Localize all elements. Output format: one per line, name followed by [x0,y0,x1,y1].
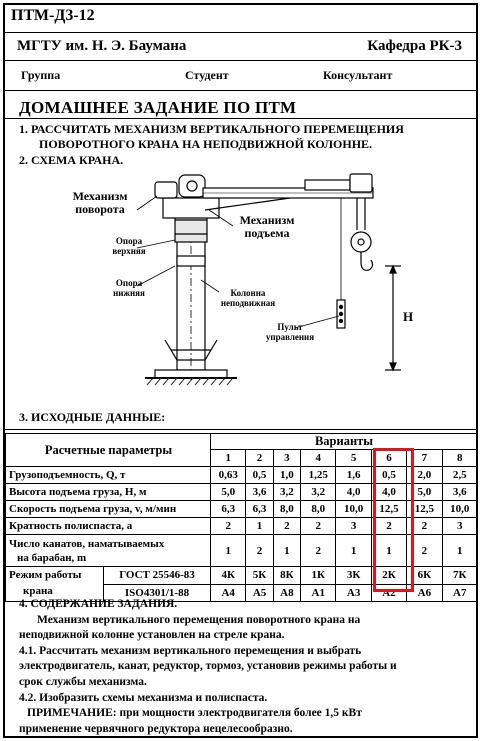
table-cell: 4,0 [336,484,371,501]
group-label: Группа [21,68,61,82]
mode-label-line2: крана [23,585,53,597]
table-cell: 3,6 [442,484,477,501]
table-cell: А5 [246,584,273,602]
assignment-content [19,597,474,737]
table-cell: 6,3 [211,501,246,518]
table-cell: 2 [371,518,406,535]
table-cell: А7 [442,584,477,602]
label-rotation-line1: Механизм [72,189,128,203]
label-lifting-mechanism [227,214,307,240]
table-cell: А1 [301,584,336,602]
table-cell: 1,25 [301,467,336,484]
table-cell: 10,0 [442,501,477,518]
variant-number: 5 [336,450,371,467]
label-lifting-line1: Механизм [239,213,295,227]
label-column-line2: неподвижная [220,298,276,308]
table-cell: 2 [273,518,300,535]
table-cell: А4 [211,584,246,602]
header-row-signatures [5,61,476,91]
param-label: Скорость подъема груза, v, м/мин [6,501,211,518]
table-cell: 2 [211,518,246,535]
content-note-line2: применение червячного редуктора нецелесообразно. [19,722,293,735]
mode-label-line1: Режим работы [9,569,82,581]
table-cell: 8,0 [273,501,300,518]
variants-header: Варианты [211,434,478,450]
table-cell: 2,5 [442,467,477,484]
label-rotation-line2: поворота [75,202,125,216]
table-cell: А2 [371,584,406,602]
homework-title: ДОМАШНЕЕ ЗАДАНИЕ ПО ПТМ [19,98,297,117]
task1-line1: 1. РАССЧИТАТЬ МЕХАНИЗМ ВЕРТИКАЛЬНОГО ПЕРЕМЕЩЕНИЯ [19,122,404,136]
table-cell: 3,2 [273,484,300,501]
table-cell: 0,5 [371,467,406,484]
table-cell: 12,5 [407,501,442,518]
crane-diagram [5,170,480,405]
table-cell: 2 [407,518,442,535]
task2-label: 2. СХЕМА КРАНА. [19,153,124,167]
table-cell: 5,0 [407,484,442,501]
ropes-param-line2: на барабан, m [17,551,87,564]
table-cell: 2К [371,567,406,585]
table-cell: 1 [371,535,406,567]
table-cell: 6,3 [246,501,273,518]
ropes-param-line1: Число канатов, наматываемых [9,537,165,550]
table-cell: 3,2 [301,484,336,501]
content-title: 4. СОДЕРЖАНИЕ ЗАДАНИЯ. [19,598,178,610]
label-lower-support [103,278,155,298]
content-p2-line1: 4.1. Рассчитать механизм вертикального перемещения и выбрать [19,644,362,657]
content-p2-line3: срок службы механизма. [19,675,147,688]
label-upper-line1: Опора [115,236,143,246]
label-control-pendant [257,322,323,342]
table-cell: 0,5 [246,467,273,484]
content-note-line1: ПРИМЕЧАНИЕ: при мощности электродвигателя более 1,5 кВт [27,707,362,720]
section3-title: 3. ИСХОДНЫЕ ДАННЫЕ: [19,410,166,424]
table-cell: А3 [336,584,371,602]
table-cell: А6 [407,584,442,602]
param-label: Грузоподъемность, Q, т [6,467,211,484]
label-upper-line2: верхняя [112,246,146,256]
university-name: МГТУ им. Н. Э. Баумана [17,38,187,54]
label-lower-line1: Опора [115,278,143,288]
table-cell: 7К [442,567,477,585]
variant-number: 8 [442,450,477,467]
table-cell: 2 [407,535,442,567]
variant-number: 2 [246,450,273,467]
label-pendant-line2: управления [265,332,315,342]
header-row-code [5,5,476,33]
table-cell: 12,5 [371,501,406,518]
table-cell: 1К [301,567,336,585]
ropes-param-label [6,535,211,567]
table-cell: 4,0 [371,484,406,501]
variant-number: 1 [211,450,246,467]
table-cell: 6К [407,567,442,585]
content-p1-line1: Механизм вертикального перемещения поворотного крана на [37,613,361,626]
task1-line2: ПОВОРОТНОГО КРАНА НА НЕПОДВИЖНОЙ КОЛОННЕ. [39,137,373,151]
variant-number: 3 [273,450,300,467]
table-cell: 2 [301,535,336,567]
gost-label: ГОСТ 25546-83 [104,567,210,585]
table-cell: 2 [301,518,336,535]
table-cell: 5,0 [211,484,246,501]
iso-label: ISO4301/1-88 [124,586,190,599]
params-header: Расчетные параметры [6,434,211,467]
mode-label [6,567,104,601]
label-pendant-line1: Пульт [277,322,303,332]
content-p1-line2: неподвижной колонне установлен на стреле крана. [19,629,285,642]
table-cell: 3К [336,567,371,585]
param-label: Кратность полиспаста, а [6,518,211,535]
table-cell: 1,0 [273,467,300,484]
student-label: Студент [185,68,229,82]
variant-number: 6 [371,450,406,467]
document-code: ПТМ-Д3-12 [11,7,95,24]
standards-labels [104,567,210,601]
table-cell: 2,0 [407,467,442,484]
label-rotation-mechanism [61,190,139,216]
table-cell: 1 [442,535,477,567]
variant-number: 7 [407,450,442,467]
table-cell: А8 [273,584,300,602]
table-cell: 3 [442,518,477,535]
label-column-line1: Колонна [230,288,266,298]
content-p2-line2: электродвигатель, канат, редуктор, тормоз, установив режимы работы и [19,660,397,673]
section3-divider [5,429,476,430]
table-cell: 4К [211,567,246,585]
table-cell: 2 [246,535,273,567]
variant-number: 4 [301,450,336,467]
label-lower-line2: нижняя [113,288,145,298]
label-fixed-column [213,288,283,308]
label-upper-support [103,236,155,256]
table-cell: 1 [246,518,273,535]
table-cell: 1 [211,535,246,567]
table-cell: 8К [273,567,300,585]
department-name: Кафедра РК-3 [367,38,462,54]
consultant-label: Консультант [323,68,393,82]
table-cell: 1 [273,535,300,567]
assignment-sheet [3,3,478,738]
table-cell: 8,0 [301,501,336,518]
table-cell: 3,6 [246,484,273,501]
param-label: Высота подъема груза, Н, м [6,484,211,501]
content-p3: 4.2. Изобразить схемы механизма и полиспаста. [19,691,268,704]
table-cell: 1 [336,535,371,567]
table-cell: 10,0 [336,501,371,518]
table-cell: 5К [246,567,273,585]
variant-6-highlight [373,448,414,592]
label-height-h: Н [402,309,414,324]
label-lifting-line2: подъема [244,226,290,240]
table-cell: 3 [336,518,371,535]
table-cell: 1,6 [336,467,371,484]
table-cell: 0,63 [211,467,246,484]
